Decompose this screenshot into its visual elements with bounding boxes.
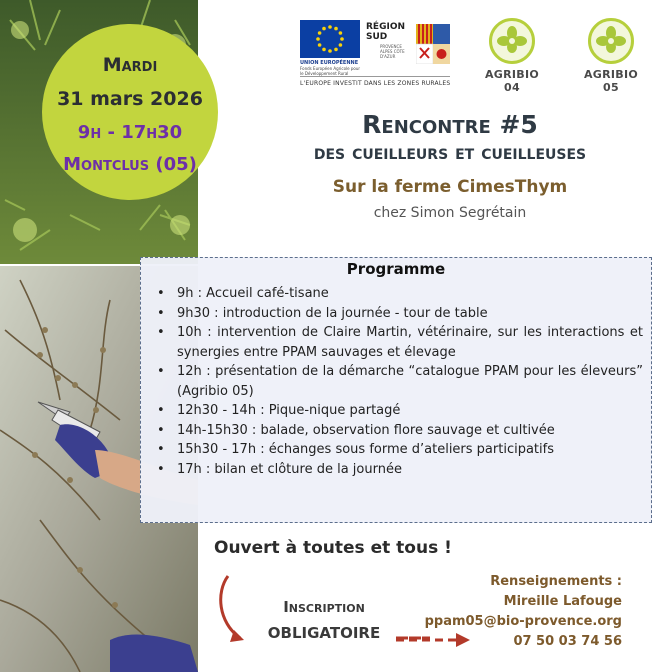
farm-name: Sur la ferme CimesThym xyxy=(332,177,568,197)
eu-tagline: L'EUROPE INVESTIT DANS LES ZONES RURALES xyxy=(300,80,451,87)
contact-email[interactable]: ppam05@bio-provence.org xyxy=(424,614,622,629)
inscription-label: Inscription xyxy=(283,598,365,616)
program-title: Programme xyxy=(346,260,446,278)
leaf-icon xyxy=(489,18,535,64)
contact-block xyxy=(425,572,622,652)
eu-name: UNION EUROPÉENNE xyxy=(300,60,359,66)
date-badge xyxy=(42,24,218,200)
region-name: RÉGION SUD xyxy=(366,22,405,42)
event-place: Montclus (05) xyxy=(63,154,197,175)
program-box xyxy=(140,257,652,523)
agribio04-logo xyxy=(477,18,547,94)
inscription-required: OBLIGATOIRE xyxy=(267,624,381,642)
host-name: chez Simon Segrétain xyxy=(373,205,527,221)
eu-fund: Fonds Européen Agricole pour le Développement Rural xyxy=(300,66,361,76)
program-item: • 9h : Accueil café-tisane xyxy=(155,284,643,304)
contact-name: Mireille Lafouge xyxy=(503,594,622,609)
agribio04-label: AGRIBIO 04 xyxy=(484,68,540,94)
program-item: • 17h : bilan et clôture de la journée xyxy=(155,460,643,480)
page-title: Rencontre #5 xyxy=(362,110,538,139)
agribio05-label: AGRIBIO 05 xyxy=(583,68,639,94)
region-crest-icon xyxy=(416,24,450,64)
program-item: • 12h : présentation de la démarche “catalogue PPAM pour les éleveurs” (Agribio 05) xyxy=(155,362,643,401)
program-item: • 9h30 : introduction de la journée - tour de table xyxy=(155,304,643,324)
program-item: • 14h-15h30 : balade, observation flore sauvage et cultivée xyxy=(155,421,643,441)
event-date: 31 mars 2026 xyxy=(57,88,203,110)
leaf-icon xyxy=(588,18,634,64)
logo-divider xyxy=(300,76,450,77)
event-hours: 9h - 17h30 xyxy=(77,122,183,143)
open-to-all: Ouvert à toutes et tous ! xyxy=(214,538,452,558)
contact-label: Renseignements : xyxy=(490,574,622,589)
region-sub: PROVENCE ALPES CÔTE D'AZUR xyxy=(380,44,405,59)
event-day: Mardi xyxy=(102,54,158,76)
region-logo xyxy=(366,20,452,68)
contact-phone[interactable]: 07 50 03 74 56 xyxy=(513,634,622,649)
program-list xyxy=(155,284,643,479)
program-item: • 12h30 - 14h : Pique-nique partagé xyxy=(155,401,643,421)
page-subtitle: des cueilleurs et cueilleuses xyxy=(313,140,587,164)
program-item: • 15h30 - 17h : échanges sous forme d’ateliers participatifs xyxy=(155,440,643,460)
eu-flag-icon xyxy=(300,20,360,58)
program-item: • 10h : intervention de Claire Martin, vétérinaire, sur les interactions et synergies entre PPAM sauvages et élevage xyxy=(155,323,643,362)
agribio05-logo xyxy=(576,18,646,94)
eu-logo xyxy=(300,20,362,76)
